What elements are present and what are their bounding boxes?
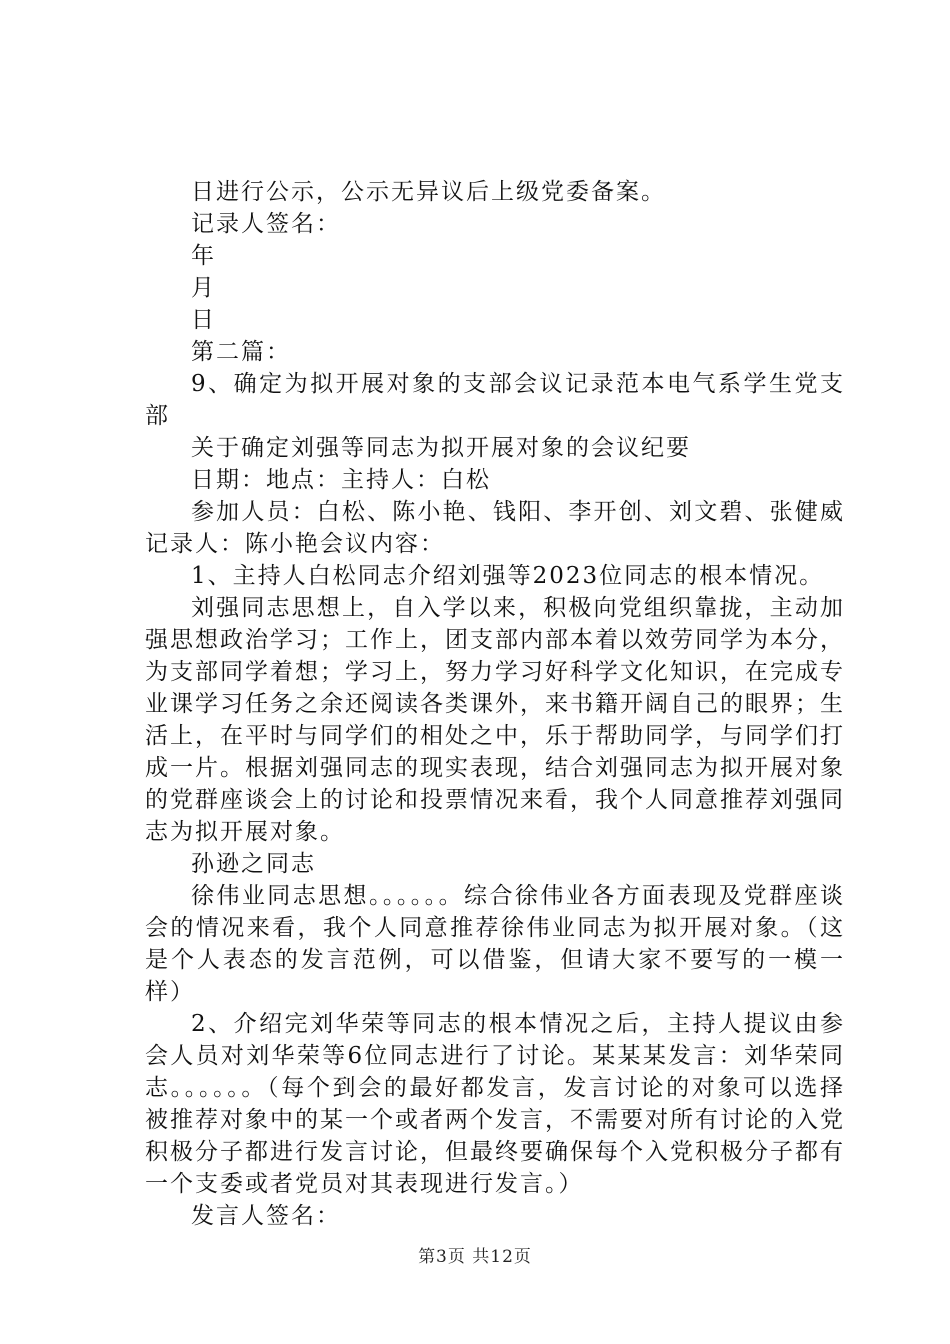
- meeting-date-location-host: 日期：地点：主持人：白松: [191, 467, 491, 493]
- paragraph-year: 年: [191, 243, 216, 269]
- page-number-footer: 第3页 共12页: [418, 1247, 532, 1267]
- paragraph-liu-qiang-remarks: 刘强同志思想上，自入学以来，积极向党组织靠拢，主动加强思想政治学习；工作上，团支部内部本着以效劳同学为本分，为支部同学着想；学习上，努力学习好科学文化知识，在完成专业课学习任务之余还阅读各类课外，来书籍开阔自己的眼界；生活上，在平时与同学们的相处之中，乐于帮助同学，与同学们打成一片。根据刘强同志的现实表现，结合刘强同志为拟开展对象的党群座谈会上的讨论和投票情况来看，我个人同意推荐刘强同志为拟开展对象。: [145, 595, 845, 845]
- document-body: [145, 176, 845, 1232]
- agenda-item-2: 2、介绍完刘华荣等同志的根本情况之后，主持人提议由参会人员对刘华荣等6位同志进行了讨论。某某某发言：刘华荣同志。。。。。。（每个到会的最好都发言，发言讨论的对象可以选择被推荐对象中的某一个或者两个发言，不需要对所有讨论的入党积极分子都进行发言讨论，但最终要确保每个入党积极分子都有一个支委或者党员对其表现进行发言。）: [145, 1011, 845, 1197]
- minutes-title: 关于确定刘强等同志为拟开展对象的会议纪要: [191, 435, 691, 461]
- paragraph-speaker-signature: 发言人签名：: [191, 1203, 341, 1229]
- speaker-sun-xunzhi: 孙逊之同志: [191, 851, 316, 877]
- paragraph-recorder-signature: 记录人签名：: [191, 211, 341, 237]
- paragraph-item-9-title: 9、确定为拟开展对象的支部会议记录范本电气系学生党支部: [145, 371, 845, 429]
- meeting-participants: 参加人员：白松、陈小艳、钱阳、李开创、刘文碧、张健威记录人：陈小艳会议内容：: [145, 499, 845, 557]
- paragraph-day: 日: [191, 307, 216, 333]
- section-heading-part-two: 第二篇：: [191, 339, 291, 365]
- paragraph-xu-weiye-remarks: 徐伟业同志思想。。。。。。综合徐伟业各方面表现及党群座谈会的情况来看，我个人同意推荐徐伟业同志为拟开展对象。（这是个人表态的发言范例，可以借鉴，但请大家不要写的一模一样）: [145, 883, 845, 1005]
- paragraph-publicity: 日进行公示，公示无异议后上级党委备案。: [191, 179, 666, 205]
- agenda-item-1: 1、主持人白松同志介绍刘强等2023位同志的根本情况。: [191, 563, 825, 589]
- paragraph-month: 月: [191, 275, 216, 301]
